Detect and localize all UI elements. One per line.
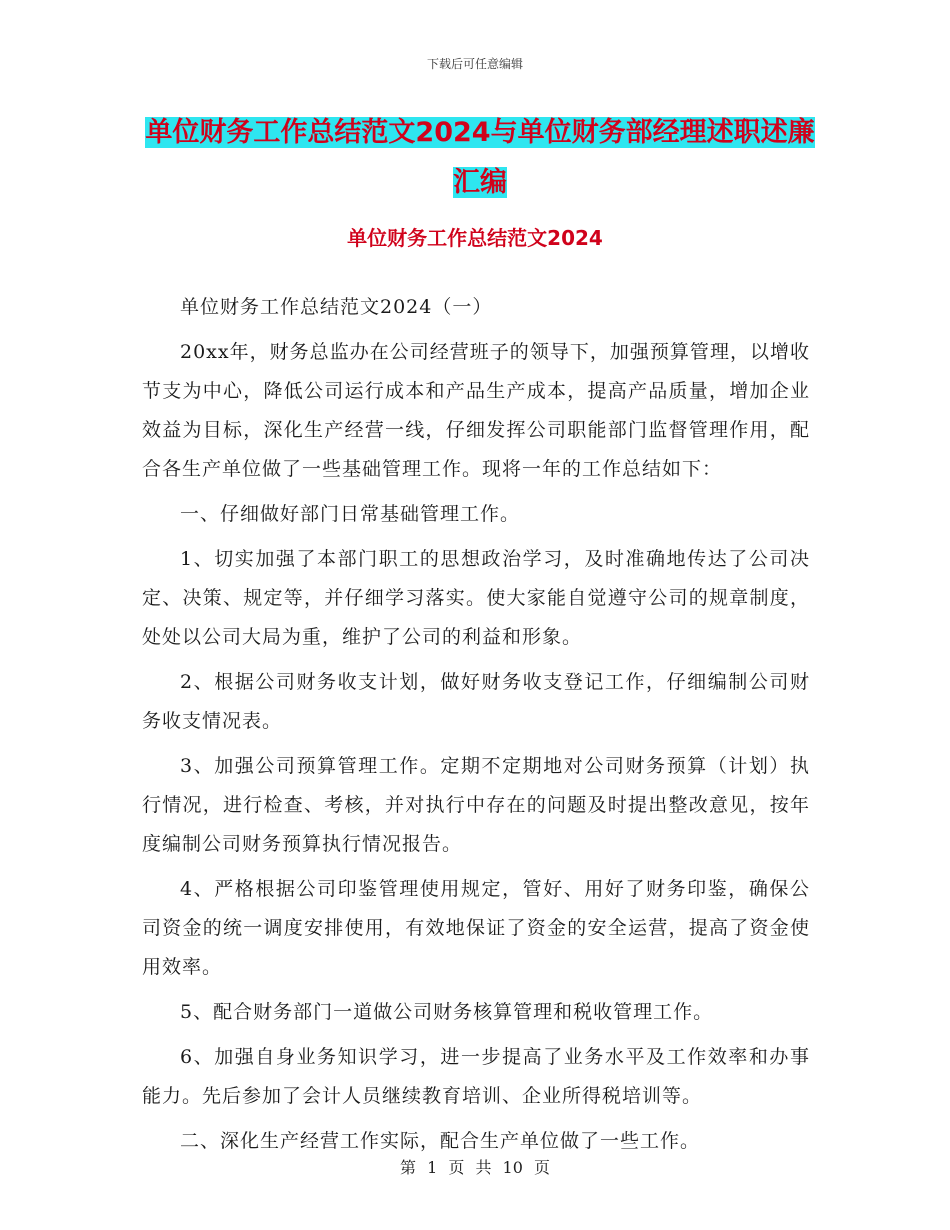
paragraph: 单位财务工作总结范文2024（一） (180, 296, 493, 318)
header-note: 下载后可任意编辑 (426, 57, 523, 71)
section-title: 单位财务工作总结范文2024 (347, 226, 603, 250)
paragraph: 3、加强公司预算管理工作。定期不定期地对公司财务预算（计划）执行情况，进行检查、考核，并对执行中存在的问题及时提出整改意见，按年度编制公司财务预算执行情况报告。 (142, 755, 810, 855)
paragraph: 4、严格根据公司印鉴管理使用规定，管好、用好了财务印鉴，确保公司资金的统一调度安排使用，有效地保证了资金的安全运营，提高了资金使用效率。 (142, 878, 810, 978)
paragraph: 6、加强自身业务知识学习，进一步提高了业务水平及工作效率和办事能力。先后参加了会计人员继续教育培训、企业所得税培训等。 (142, 1046, 810, 1107)
paragraph: 2、根据公司财务收支计划，做好财务收支登记工作，仔细编制公司财务收支情况表。 (142, 671, 810, 732)
page-footer: 第 1 页 共 10 页 (400, 1158, 550, 1177)
paragraph: 1、切实加强了本部门职工的思想政治学习，及时准确地传达了公司决定、决策、规定等，并仔细学习落实。使大家能自觉遵守公司的规章制度，处处以公司大局为重，维护了公司的利益和形象。 (142, 548, 810, 648)
paragraph: 一、仔细做好部门日常基础管理工作。 (180, 503, 521, 525)
paragraph: 20xx年，财务总监办在公司经营班子的领导下，加强预算管理，以增收节支为中心，降低公司运行成本和产品生产成本，提高产品质量，增加企业效益为目标，深化生产经营一线，仔细发挥公司职能部门监督管理作用，配合各生产单位做了一些基础管理工作。现将一年的工作总结如下： (142, 341, 810, 480)
document-title-text: 单位财务工作总结范文2024与单位财务部经理述职述廉汇编 (145, 117, 815, 198)
document-title (140, 108, 820, 208)
paragraph: 5、配合财务部门一道做公司财务核算管理和税收管理工作。 (180, 1001, 714, 1023)
paragraph: 二、深化生产经营工作实际，配合生产单位做了一些工作。 (180, 1130, 701, 1152)
document-body (142, 288, 810, 1167)
